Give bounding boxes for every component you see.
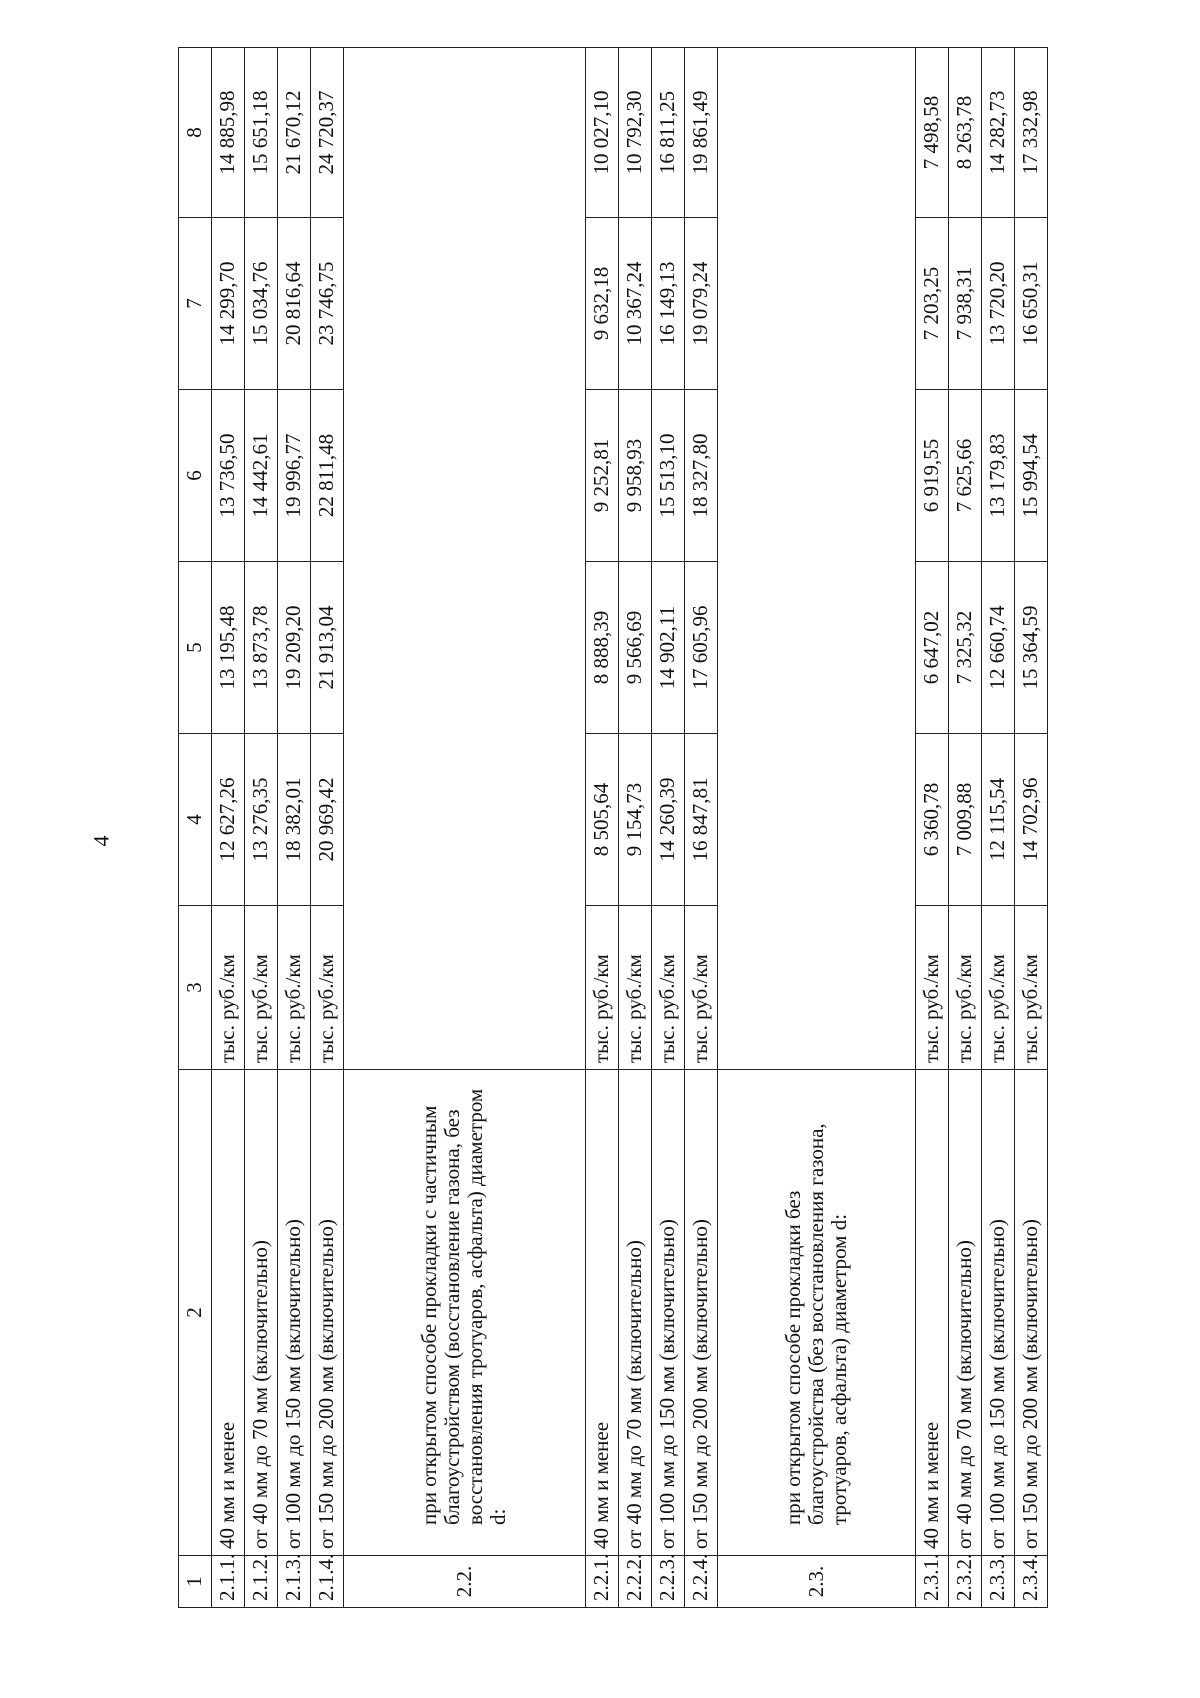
row-value-col-4: 12 627,26 bbox=[212, 734, 245, 906]
row-code: 2.1.2. bbox=[245, 1556, 278, 1608]
tariff-table bbox=[178, 47, 1048, 1608]
row-value-col-5: 19 209,20 bbox=[278, 562, 311, 734]
table-row bbox=[311, 48, 344, 1608]
table-row bbox=[585, 48, 618, 1608]
row-unit: тыс. руб./км bbox=[916, 906, 949, 1070]
row-value-col-6: 9 252,81 bbox=[585, 390, 618, 562]
column-header-2: 2 bbox=[179, 1070, 212, 1556]
row-code: 2.2.1. bbox=[585, 1556, 618, 1608]
row-value-col-5: 17 605,96 bbox=[684, 562, 717, 734]
row-code: 2.1.1. bbox=[212, 1556, 245, 1608]
row-value-col-7: 20 816,64 bbox=[278, 218, 311, 390]
row-code: 2.3.1. bbox=[916, 1556, 949, 1608]
row-value-col-6: 18 327,80 bbox=[684, 390, 717, 562]
row-value-col-8: 24 720,37 bbox=[311, 48, 344, 218]
row-value-col-7: 16 650,31 bbox=[1015, 218, 1048, 390]
row-value-col-7: 16 149,13 bbox=[651, 218, 684, 390]
section-row bbox=[717, 48, 915, 1608]
row-value-col-6: 15 994,54 bbox=[1015, 390, 1048, 562]
section-row bbox=[344, 48, 586, 1608]
row-value-col-8: 17 332,98 bbox=[1015, 48, 1048, 218]
row-code: 2.2.3. bbox=[651, 1556, 684, 1608]
row-value-col-6: 9 958,93 bbox=[618, 390, 651, 562]
row-value-col-6: 19 996,77 bbox=[278, 390, 311, 562]
row-value-col-4: 7 009,88 bbox=[949, 734, 982, 906]
row-code: 2.2.2. bbox=[618, 1556, 651, 1608]
table-body bbox=[179, 48, 1048, 1608]
row-value-col-7: 7 938,31 bbox=[949, 218, 982, 390]
row-value-col-5: 12 660,74 bbox=[982, 562, 1015, 734]
row-description: от 40 мм до 70 мм (включительно) bbox=[949, 1070, 982, 1556]
row-value-col-5: 6 647,02 bbox=[916, 562, 949, 734]
row-value-col-4: 9 154,73 bbox=[618, 734, 651, 906]
row-description: от 100 мм до 150 мм (включительно) bbox=[982, 1070, 1015, 1556]
table-row bbox=[245, 48, 278, 1608]
header-row bbox=[179, 48, 212, 1608]
row-description: от 100 мм до 150 мм (включительно) bbox=[278, 1070, 311, 1556]
row-value-col-7: 19 079,24 bbox=[684, 218, 717, 390]
row-value-col-4: 8 505,64 bbox=[585, 734, 618, 906]
row-value-col-8: 8 263,78 bbox=[949, 48, 982, 218]
page-number: 4 bbox=[88, 835, 114, 847]
row-value-col-7: 13 720,20 bbox=[982, 218, 1015, 390]
row-value-col-7: 7 203,25 bbox=[916, 218, 949, 390]
row-value-col-4: 16 847,81 bbox=[684, 734, 717, 906]
row-code: 2.3.2. bbox=[949, 1556, 982, 1608]
row-description: 40 мм и менее bbox=[212, 1070, 245, 1556]
row-description: от 150 мм до 200 мм (включительно) bbox=[311, 1070, 344, 1556]
column-header-8: 8 bbox=[179, 48, 212, 218]
row-value-col-8: 10 792,30 bbox=[618, 48, 651, 218]
row-value-col-4: 14 260,39 bbox=[651, 734, 684, 906]
column-header-7: 7 bbox=[179, 218, 212, 390]
row-value-col-6: 13 179,83 bbox=[982, 390, 1015, 562]
row-value-col-5: 13 195,48 bbox=[212, 562, 245, 734]
column-header-3: 3 bbox=[179, 906, 212, 1070]
tariff-table-rotated bbox=[178, 48, 1048, 1608]
row-value-col-5: 13 873,78 bbox=[245, 562, 278, 734]
row-value-col-8: 15 651,18 bbox=[245, 48, 278, 218]
section-title: при открытом способе прокладки с частичным благоустройством (восстановление газона, без восстановления тротуаров, асфальта) диаметром d: bbox=[344, 1070, 586, 1556]
row-description: от 40 мм до 70 мм (включительно) bbox=[618, 1070, 651, 1556]
row-unit: тыс. руб./км bbox=[1015, 906, 1048, 1070]
section-code: 2.2. bbox=[344, 1556, 586, 1608]
table-row bbox=[212, 48, 245, 1608]
row-value-col-4: 12 115,54 bbox=[982, 734, 1015, 906]
row-value-col-4: 14 702,96 bbox=[1015, 734, 1048, 906]
row-description: от 150 мм до 200 мм (включительно) bbox=[1015, 1070, 1048, 1556]
row-value-col-4: 20 969,42 bbox=[311, 734, 344, 906]
row-value-col-4: 18 382,01 bbox=[278, 734, 311, 906]
row-value-col-5: 15 364,59 bbox=[1015, 562, 1048, 734]
row-value-col-8: 14 885,98 bbox=[212, 48, 245, 218]
row-code: 2.3.4. bbox=[1015, 1556, 1048, 1608]
row-unit: тыс. руб./км bbox=[585, 906, 618, 1070]
row-description: от 40 мм до 70 мм (включительно) bbox=[245, 1070, 278, 1556]
row-value-col-7: 9 632,18 bbox=[585, 218, 618, 390]
row-value-col-6: 22 811,48 bbox=[311, 390, 344, 562]
table-row bbox=[949, 48, 982, 1608]
row-value-col-4: 6 360,78 bbox=[916, 734, 949, 906]
row-unit: тыс. руб./км bbox=[618, 906, 651, 1070]
row-description: 40 мм и менее bbox=[916, 1070, 949, 1556]
row-value-col-4: 13 276,35 bbox=[245, 734, 278, 906]
row-value-col-8: 7 498,58 bbox=[916, 48, 949, 218]
row-unit: тыс. руб./км bbox=[684, 906, 717, 1070]
row-unit: тыс. руб./км bbox=[311, 906, 344, 1070]
row-description: от 150 мм до 200 мм (включительно) bbox=[684, 1070, 717, 1556]
section-title: при открытом способе прокладки без благоустройства (без восстановления газона, тротуаров, асфальта) диаметром d: bbox=[717, 1070, 915, 1556]
table-row bbox=[651, 48, 684, 1608]
table-row bbox=[684, 48, 717, 1608]
row-description: от 100 мм до 150 мм (включительно) bbox=[651, 1070, 684, 1556]
row-code: 2.3.3. bbox=[982, 1556, 1015, 1608]
row-value-col-5: 7 325,32 bbox=[949, 562, 982, 734]
row-value-col-7: 14 299,70 bbox=[212, 218, 245, 390]
row-unit: тыс. руб./км bbox=[212, 906, 245, 1070]
row-value-col-5: 8 888,39 bbox=[585, 562, 618, 734]
row-value-col-8: 16 811,25 bbox=[651, 48, 684, 218]
column-header-1: 1 bbox=[179, 1556, 212, 1608]
table-row bbox=[982, 48, 1015, 1608]
row-value-col-8: 19 861,49 bbox=[684, 48, 717, 218]
row-value-col-6: 15 513,10 bbox=[651, 390, 684, 562]
row-value-col-5: 14 902,11 bbox=[651, 562, 684, 734]
table-row bbox=[278, 48, 311, 1608]
column-header-4: 4 bbox=[179, 734, 212, 906]
column-header-5: 5 bbox=[179, 562, 212, 734]
table-row bbox=[1015, 48, 1048, 1608]
row-value-col-8: 10 027,10 bbox=[585, 48, 618, 218]
row-unit: тыс. руб./км bbox=[245, 906, 278, 1070]
row-value-col-7: 10 367,24 bbox=[618, 218, 651, 390]
row-value-col-6: 13 736,50 bbox=[212, 390, 245, 562]
section-code: 2.3. bbox=[717, 1556, 915, 1608]
row-code: 2.1.3. bbox=[278, 1556, 311, 1608]
row-description: 40 мм и менее bbox=[585, 1070, 618, 1556]
table-row bbox=[618, 48, 651, 1608]
row-value-col-5: 9 566,69 bbox=[618, 562, 651, 734]
table-row bbox=[916, 48, 949, 1608]
row-unit: тыс. руб./км bbox=[651, 906, 684, 1070]
row-code: 2.2.4. bbox=[684, 1556, 717, 1608]
row-unit: тыс. руб./км bbox=[982, 906, 1015, 1070]
row-value-col-6: 7 625,66 bbox=[949, 390, 982, 562]
row-value-col-5: 21 913,04 bbox=[311, 562, 344, 734]
row-value-col-7: 15 034,76 bbox=[245, 218, 278, 390]
row-value-col-7: 23 746,75 bbox=[311, 218, 344, 390]
row-value-col-6: 6 919,55 bbox=[916, 390, 949, 562]
section-empty-cell bbox=[717, 48, 915, 1070]
row-value-col-6: 14 442,61 bbox=[245, 390, 278, 562]
row-code: 2.1.4. bbox=[311, 1556, 344, 1608]
section-empty-cell bbox=[344, 48, 586, 1070]
row-unit: тыс. руб./км bbox=[278, 906, 311, 1070]
row-unit: тыс. руб./км bbox=[949, 906, 982, 1070]
column-header-6: 6 bbox=[179, 390, 212, 562]
row-value-col-8: 21 670,12 bbox=[278, 48, 311, 218]
row-value-col-8: 14 282,73 bbox=[982, 48, 1015, 218]
